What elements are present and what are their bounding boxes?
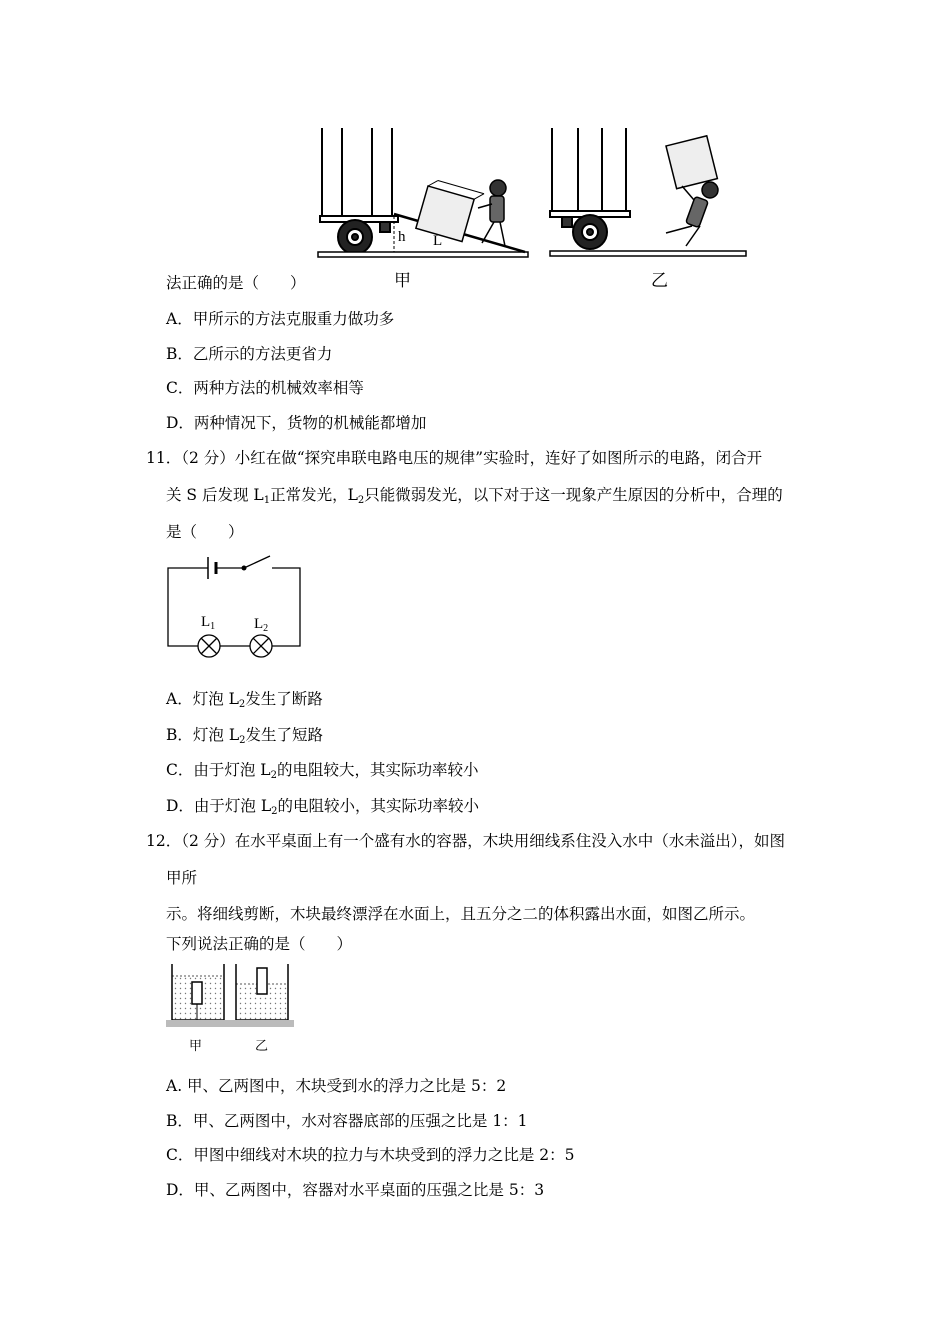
person-yi bbox=[666, 182, 718, 246]
q12-stem-line3: 示。将细线剪断，木块最终漂浮在水面上，且五分之二的体积露出水面，如图乙所示。 bbox=[166, 905, 756, 923]
q12-stem-line2: 甲所 bbox=[166, 869, 198, 887]
truck-jia bbox=[320, 128, 398, 254]
label-jia: 甲 bbox=[189, 1039, 203, 1054]
q12-stem-line1: 12．（2 分）在水平桌面上有一个盛有水的容器，木块用细线系住没入水中（水未溢出），如图 bbox=[146, 832, 786, 850]
q11-option-b[interactable]: B．灯泡 $L_2$发生了短路 bbox=[166, 726, 324, 746]
ground-jia bbox=[318, 252, 528, 257]
q11-stem-line1: 11．（2 分）小红在做“探究串联电路电压的规律”实验时，连好了如图所示的电路，闭合开 bbox=[146, 449, 763, 467]
q10-stem-tail: 法正确的是（ ） bbox=[166, 274, 306, 292]
q11-stem-line3: 是（ ） bbox=[166, 523, 244, 541]
q11-option-c[interactable]: C．由于灯泡 $L_2$的电阻较大，其实际功率较小 bbox=[166, 761, 479, 781]
label-h: h bbox=[398, 229, 406, 245]
q12-stem-line4: 下列说法正确的是（ ） bbox=[166, 935, 353, 953]
label-yi: 乙 bbox=[651, 271, 668, 291]
lamp-l1 bbox=[198, 635, 220, 657]
q12-option-c[interactable]: C．甲图中细线对木块的拉力与木块受到的浮力之比是 2：5 bbox=[166, 1146, 575, 1164]
q11-stem-line2: 关 S 后发现 $L_1$正常发光，$L_2$只能微弱发光，以下对于这一现象产生原因的分析中，合理的 bbox=[166, 486, 783, 506]
q12-option-b[interactable]: B．甲、乙两图中，水对容器底部的压强之比是 1：1 bbox=[166, 1112, 528, 1130]
q11-circuit bbox=[160, 552, 310, 662]
lamp-l2 bbox=[250, 635, 272, 657]
q10-option-c[interactable]: C．两种方法的机械效率相等 bbox=[166, 379, 364, 397]
truck-yi bbox=[550, 128, 630, 249]
q10-option-a[interactable]: A．甲所示的方法克服重力做功多 bbox=[166, 310, 395, 328]
q12-option-d[interactable]: D．甲、乙两图中，容器对水平桌面的压强之比是 5：3 bbox=[166, 1181, 545, 1199]
switch-blade bbox=[244, 556, 270, 568]
q10-figure bbox=[310, 128, 760, 293]
q10-option-b[interactable]: B．乙所示的方法更省力 bbox=[166, 345, 333, 363]
table-surface bbox=[166, 1020, 294, 1027]
q10-option-d[interactable]: D．两种情况下，货物的机械能都增加 bbox=[166, 414, 427, 432]
label-L2: $L_2$ bbox=[254, 616, 269, 634]
box-yi bbox=[666, 136, 717, 189]
ground-yi bbox=[550, 251, 746, 256]
container-yi bbox=[236, 964, 288, 1020]
label-yi: 乙 bbox=[255, 1039, 269, 1054]
label-jia: 甲 bbox=[394, 271, 411, 291]
container-jia bbox=[172, 964, 224, 1020]
q12-option-a[interactable]: A. 甲、乙两图中，木块受到水的浮力之比是 5：2 bbox=[166, 1077, 507, 1095]
q11-option-a[interactable]: A．灯泡 $L_2$发生了断路 bbox=[166, 690, 323, 710]
q11-option-d[interactable]: D．由于灯泡 $L_2$的电阻较小，其实际功率较小 bbox=[166, 797, 480, 817]
q12-figure bbox=[164, 962, 299, 1057]
person-jia bbox=[478, 180, 506, 246]
box-jia bbox=[416, 178, 484, 243]
label-L1: $L_1$ bbox=[201, 614, 216, 632]
label-L: L bbox=[433, 233, 443, 249]
